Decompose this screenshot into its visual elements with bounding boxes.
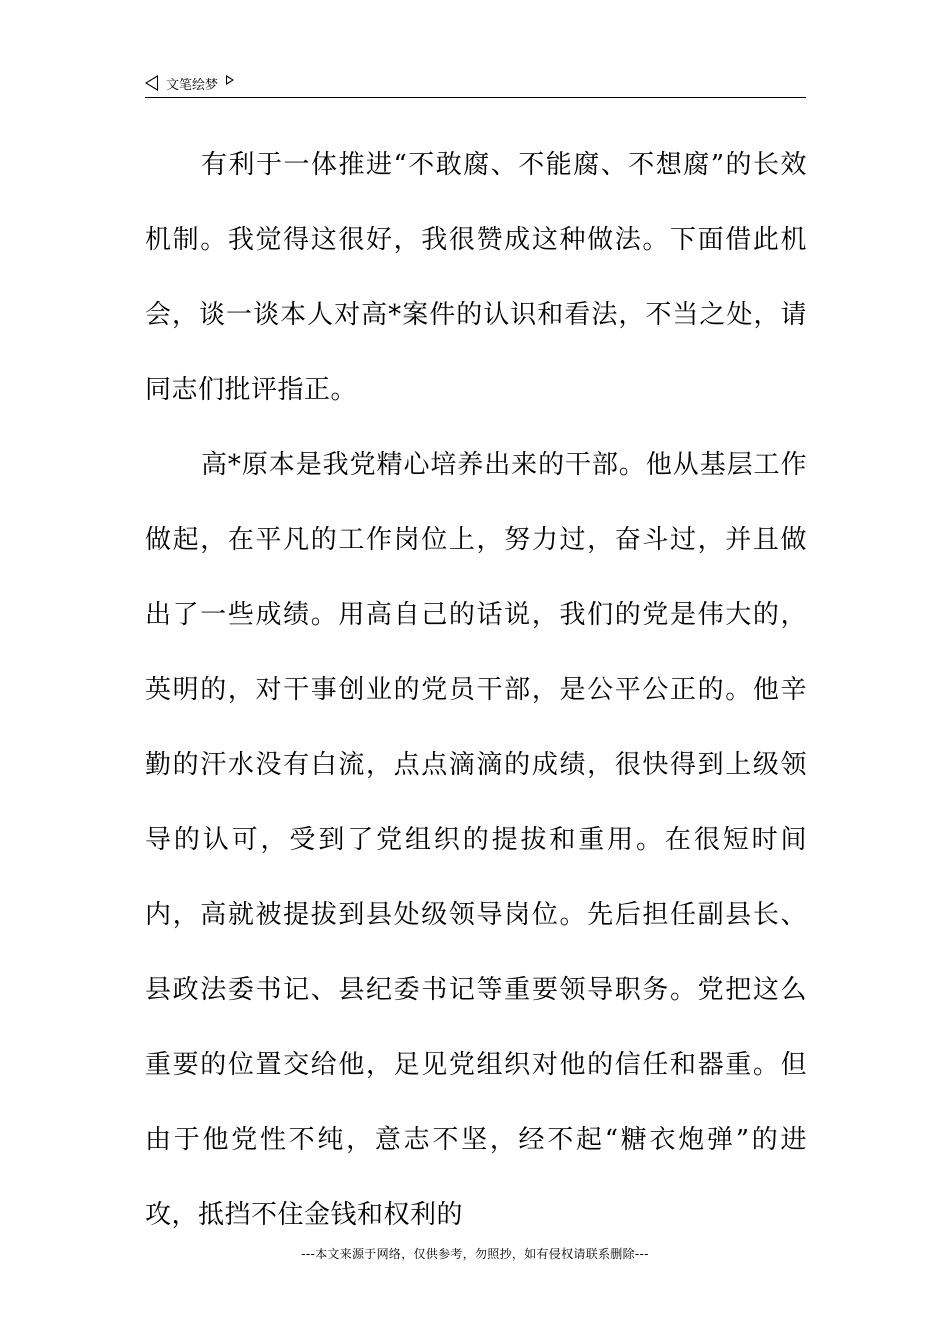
header-title: 文笔绘梦: [166, 77, 219, 93]
triangle-right-icon: [226, 75, 234, 85]
page-header: [145, 72, 234, 94]
paragraph: 有利于一体推进“不敢腐、不能腐、不想腐”的长效机制。我觉得这很好，我很赞成这种做法。下面借此机会，谈一谈本人对高*案件的认识和看法，不当之处，请同志们批评指正。: [145, 150, 807, 405]
header-divider: [145, 97, 806, 98]
paragraph: 高*原本是我党精心培养出来的干部。他从基层工作做起，在平凡的工作岗位上，努力过，奋斗过，并且做出了一些成绩。用高自己的话说，我们的党是伟大的，英明的，对干事创业的党员干部，是公平公正的。他辛勤的汗水没有白流，点点滴滴的成绩，很快得到上级领导的认可，受到了党组织的提拔和重用。在很短时间内，高就被提拔到县处级领导岗位。先后担任副县长、县政法委书记、县纪委书记等重要领导职务。党把这么重要的位置交给他，足见党组织对他的信任和器重。但由于他党性不纯，意志不坚，经不起“糖衣炮弹”的进攻，抵挡不住金钱和权利的: [145, 450, 807, 1230]
footer-notice: ---本文来源于网络，仅供参考，勿照抄，如有侵权请联系删除---: [301, 1247, 649, 1261]
triangle-left-icon: [145, 75, 158, 91]
document-body: [145, 128, 807, 1253]
